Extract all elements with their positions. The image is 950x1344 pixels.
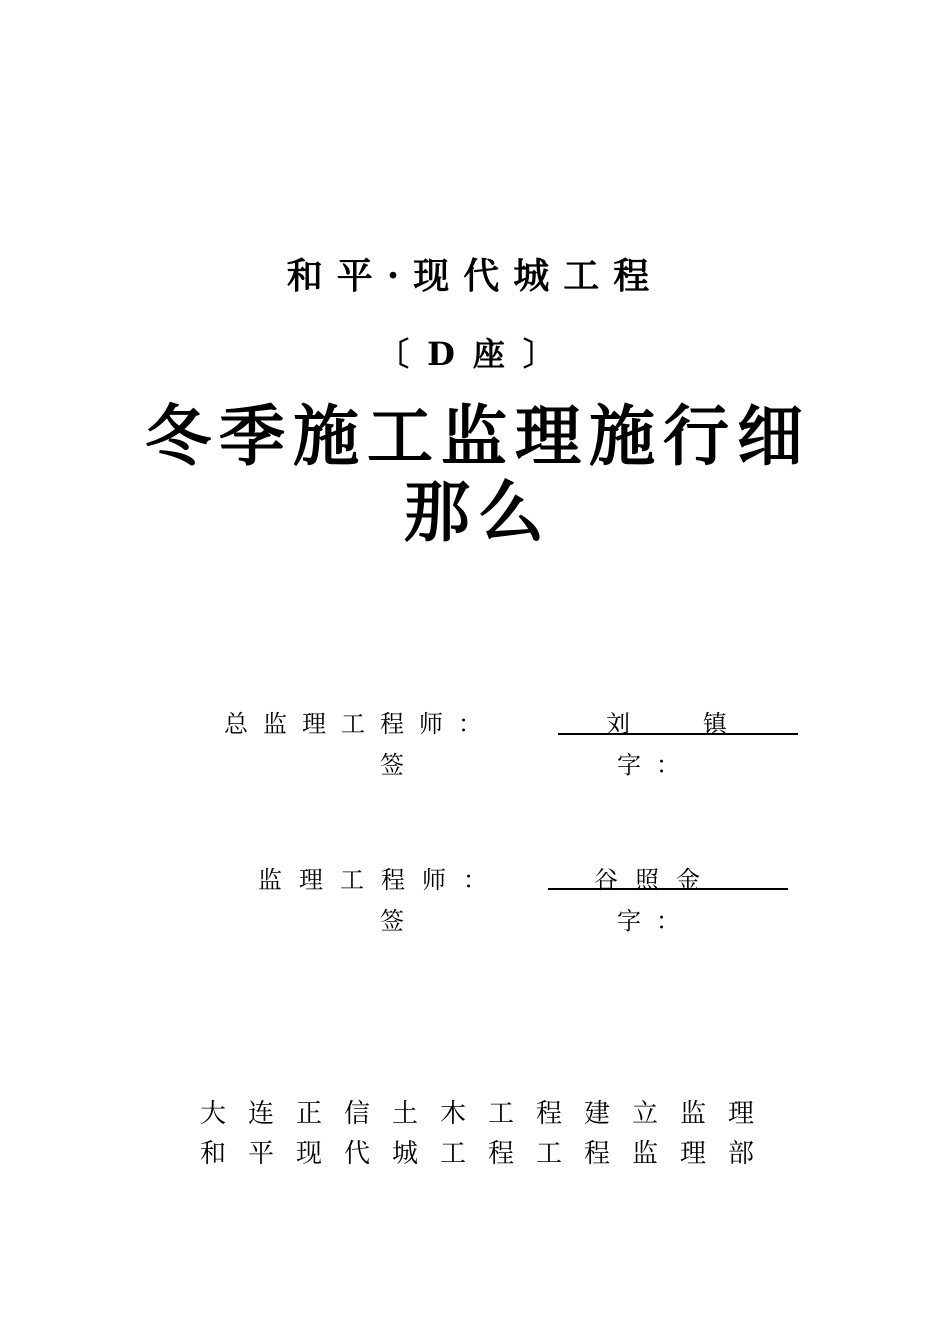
chief-engineer-name-part1: 刘 (606, 710, 645, 738)
engineer-label: 监理工程师： (258, 866, 504, 894)
chief-engineer-label: 总监理工程师： (224, 710, 497, 738)
engineer-sign-word: 字： (617, 907, 695, 935)
building-subtitle: 〔D座〕 (377, 335, 573, 373)
document-title: 冬季施工监理施行细那么 (145, 397, 811, 551)
chief-engineer-name-part2: 镇 (703, 710, 742, 738)
supervision-department: 和平现代城工程工程监理部 (200, 1139, 777, 1169)
engineer-sign-label: 签 (380, 907, 419, 935)
project-name: 和平·现代城工程 (286, 255, 664, 297)
engineer-name: 谷照金 (594, 866, 717, 894)
chief-engineer-sign-label: 签 (380, 751, 419, 779)
engineer-signature-line (548, 888, 788, 890)
supervision-company: 大连正信土木工程建立监理 (200, 1099, 777, 1129)
chief-engineer-sign-word: 字： (617, 751, 695, 779)
chief-engineer-signature-line (558, 733, 798, 735)
